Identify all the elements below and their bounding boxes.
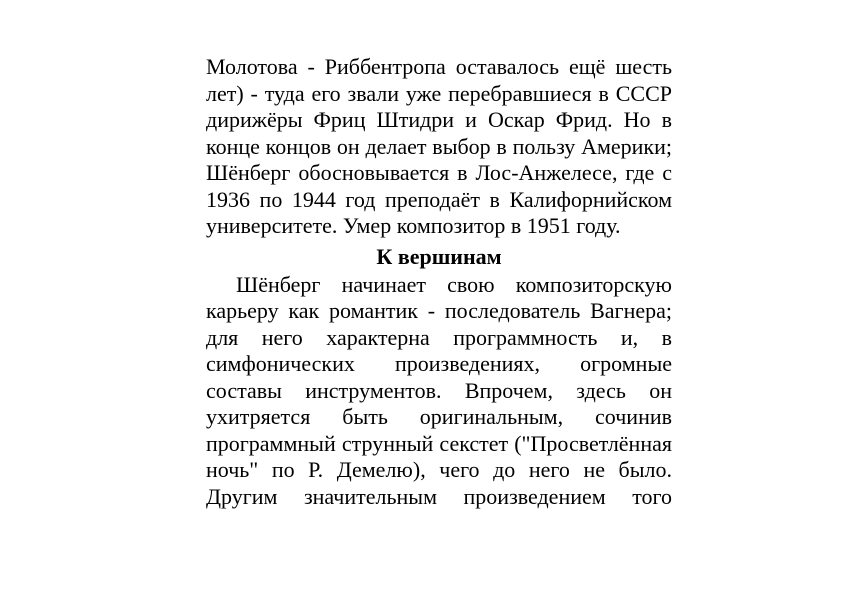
paragraph-2: [206, 272, 672, 511]
text-line: составы инструментов. Впрочем, здесь он: [206, 377, 672, 403]
text-line: симфонических произведениях, огромные: [206, 351, 672, 376]
text-line: 1936 по 1944 год преподаёт в Калифорнийском: [206, 186, 672, 212]
text-line: программный струнный секстет ("Просветлённая: [206, 430, 672, 456]
text-line: конце концов он делает выбор в пользу Америки;: [206, 133, 672, 159]
text-line: Другим значительным произведением того: [206, 483, 672, 509]
text-line: дирижёры Фриц Штидри и Оскар Фрид. Но в: [206, 107, 672, 132]
text-line: карьеру как романтик - последователь Вагнера;: [206, 298, 672, 323]
text-line: ухитряется быть оригинальным, сочинив: [206, 404, 672, 429]
text-line: для него характерна программность и, в: [206, 324, 672, 350]
text-line: Шёнберг начинает свою композиторскую: [236, 271, 672, 297]
paragraph-1: [206, 54, 672, 240]
text-line: ночь" по Р. Демелю), чего до него не было.: [206, 457, 672, 482]
document-text: [206, 54, 672, 510]
text-line: лет) - туда его звали уже перебравшиеся в СССР: [206, 80, 672, 106]
text-line: Молотова - Риббентропа оставалось ещё шесть: [206, 54, 672, 79]
text-line: университете. Умер композитор в 1951 году.: [206, 213, 621, 238]
section-heading: К вершинам: [376, 243, 502, 269]
text-line: Шёнберг обосновывается в Лос-Анжелесе, где с: [206, 160, 672, 185]
